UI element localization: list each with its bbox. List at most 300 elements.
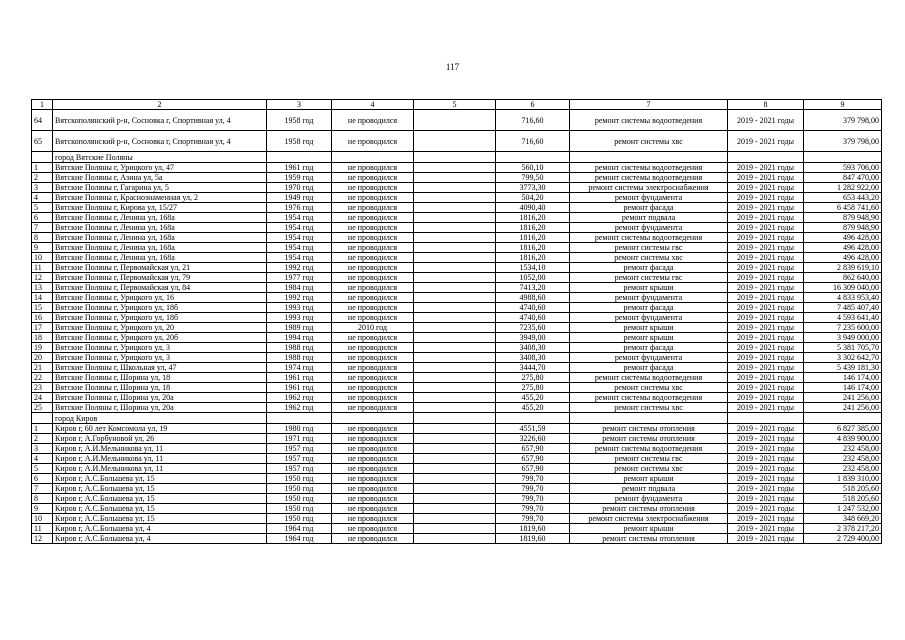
cost-cell: 379 798,00: [804, 131, 882, 152]
period-cell: 2019 - 2021 годы: [728, 213, 804, 223]
last-repair-cell: не проводился: [332, 494, 414, 504]
table-row: [32, 333, 882, 343]
table-row: [32, 293, 882, 303]
year-cell: 1950 год: [267, 484, 332, 494]
last-repair-cell: не проводился: [332, 464, 414, 474]
work-type-cell: ремонт системы отопления: [570, 434, 728, 444]
area-cell: 560,10: [496, 163, 570, 173]
cost-cell: 2 729 400,00: [804, 534, 882, 544]
empty-cell: [332, 413, 414, 424]
cost-cell: 496 428,00: [804, 233, 882, 243]
work-type-cell: ремонт фундамента: [570, 494, 728, 504]
table-row: [32, 193, 882, 203]
last-repair-cell: не проводился: [332, 383, 414, 393]
table-row: [32, 233, 882, 243]
year-cell: 1954 год: [267, 233, 332, 243]
table-row: [32, 243, 882, 253]
work-type-cell: ремонт системы гвс: [570, 454, 728, 464]
cost-cell: 593 706,00: [804, 163, 882, 173]
period-cell: 2019 - 2021 годы: [728, 183, 804, 193]
last-repair-cell: не проводился: [332, 353, 414, 363]
header-cell: 6: [496, 100, 570, 110]
year-cell: 1992 год: [267, 263, 332, 273]
section-title: город Вятские Поляны: [53, 152, 267, 163]
empty-cell: [414, 393, 496, 403]
area-cell: 799,50: [496, 173, 570, 183]
cost-cell: 16 309 040,00: [804, 283, 882, 293]
empty-cell: [414, 131, 496, 152]
year-cell: 1957 год: [267, 444, 332, 454]
address-cell: Вятские Поляны г, Шорина ул, 18: [53, 383, 267, 393]
year-cell: 1993 год: [267, 313, 332, 323]
row-number-cell: 22: [32, 373, 53, 383]
table-row: [32, 383, 882, 393]
empty-cell: [414, 333, 496, 343]
empty-cell: [332, 152, 414, 163]
empty-cell: [496, 152, 570, 163]
section-header-row: [32, 152, 882, 163]
row-number-cell: 18: [32, 333, 53, 343]
period-cell: 2019 - 2021 годы: [728, 464, 804, 474]
empty-cell: [414, 193, 496, 203]
cost-cell: 241 256,00: [804, 393, 882, 403]
table-row: [32, 131, 882, 152]
year-cell: 1974 год: [267, 363, 332, 373]
address-cell: Вятские Поляны г, Ленина ул, 168а: [53, 243, 267, 253]
last-repair-cell: не проводился: [332, 263, 414, 273]
year-cell: 1957 год: [267, 454, 332, 464]
table-row: [32, 484, 882, 494]
section-spacer-cell: [32, 152, 53, 163]
work-type-cell: ремонт крыши: [570, 474, 728, 484]
section-title: город Киров: [53, 413, 267, 424]
area-cell: 455,20: [496, 403, 570, 413]
year-cell: 1962 год: [267, 393, 332, 403]
empty-cell: [728, 152, 804, 163]
cost-cell: 496 428,00: [804, 243, 882, 253]
row-number-cell: 4: [32, 454, 53, 464]
table-row: [32, 464, 882, 474]
cost-cell: 496 428,00: [804, 253, 882, 263]
empty-cell: [414, 434, 496, 444]
row-number-cell: 65: [32, 131, 53, 152]
area-cell: 4740,60: [496, 303, 570, 313]
empty-cell: [414, 474, 496, 484]
address-cell: Киров г, 60 лет Комсомола ул, 19: [53, 424, 267, 434]
cost-cell: 2 839 619,10: [804, 263, 882, 273]
last-repair-cell: не проводился: [332, 434, 414, 444]
cost-cell: 653 443,20: [804, 193, 882, 203]
empty-cell: [414, 253, 496, 263]
year-cell: 1949 год: [267, 193, 332, 203]
row-number-cell: 9: [32, 504, 53, 514]
last-repair-cell: 2010 год: [332, 323, 414, 333]
repair-register-table: [31, 99, 882, 544]
last-repair-cell: не проводился: [332, 303, 414, 313]
area-cell: 1816,20: [496, 223, 570, 233]
work-type-cell: ремонт фундамента: [570, 223, 728, 233]
cost-cell: 518 205,60: [804, 484, 882, 494]
work-type-cell: ремонт системы водоотведения: [570, 393, 728, 403]
period-cell: 2019 - 2021 годы: [728, 454, 804, 464]
empty-cell: [414, 263, 496, 273]
empty-cell: [414, 243, 496, 253]
period-cell: 2019 - 2021 годы: [728, 373, 804, 383]
table-row: [32, 393, 882, 403]
empty-cell: [414, 273, 496, 283]
work-type-cell: ремонт системы гвс: [570, 273, 728, 283]
table-row: [32, 173, 882, 183]
area-cell: 275,80: [496, 383, 570, 393]
empty-cell: [570, 413, 728, 424]
cost-cell: 146 174,00: [804, 373, 882, 383]
address-cell: Вятские Поляны г, Урицкого ул, 3: [53, 343, 267, 353]
cost-cell: 5 439 181,30: [804, 363, 882, 373]
table-row: [32, 213, 882, 223]
work-type-cell: ремонт крыши: [570, 524, 728, 534]
year-cell: 1970 год: [267, 183, 332, 193]
empty-cell: [414, 152, 496, 163]
column-number-header: [32, 100, 882, 110]
work-type-cell: ремонт фундамента: [570, 293, 728, 303]
cost-cell: 3 949 000,00: [804, 333, 882, 343]
table-row: [32, 273, 882, 283]
address-cell: Вятскополянский р-н, Сосновка г, Спортивная ул, 4: [53, 110, 267, 131]
last-repair-cell: не проводился: [332, 363, 414, 373]
empty-cell: [414, 343, 496, 353]
header-cell: 7: [570, 100, 728, 110]
table-row: [32, 454, 882, 464]
row-number-cell: 25: [32, 403, 53, 413]
period-cell: 2019 - 2021 годы: [728, 424, 804, 434]
table-row: [32, 163, 882, 173]
empty-cell: [414, 293, 496, 303]
table-row: [32, 363, 882, 373]
period-cell: 2019 - 2021 годы: [728, 444, 804, 454]
cost-cell: 2 378 217,20: [804, 524, 882, 534]
period-cell: 2019 - 2021 годы: [728, 403, 804, 413]
period-cell: 2019 - 2021 годы: [728, 263, 804, 273]
cost-cell: 4 839 900,00: [804, 434, 882, 444]
header-cell: 5: [414, 100, 496, 110]
empty-cell: [414, 313, 496, 323]
last-repair-cell: не проводился: [332, 243, 414, 253]
table-row: [32, 474, 882, 484]
address-cell: Вятские Поляны г, Урицкого ул, 47: [53, 163, 267, 173]
address-cell: Вятские Поляны г, Шорина ул, 18: [53, 373, 267, 383]
empty-cell: [414, 383, 496, 393]
address-cell: Киров г, А.И.Мельникова ул, 11: [53, 444, 267, 454]
period-cell: 2019 - 2021 годы: [728, 333, 804, 343]
cost-cell: 5 381 705,70: [804, 343, 882, 353]
work-type-cell: ремонт подвала: [570, 484, 728, 494]
address-cell: Киров г, А.С.Большева ул, 15: [53, 494, 267, 504]
period-cell: 2019 - 2021 годы: [728, 163, 804, 173]
empty-cell: [414, 454, 496, 464]
area-cell: 657,90: [496, 464, 570, 474]
empty-cell: [414, 464, 496, 474]
address-cell: Вятские Поляны г, Первомайская ул, 79: [53, 273, 267, 283]
year-cell: 1976 год: [267, 203, 332, 213]
period-cell: 2019 - 2021 годы: [728, 253, 804, 263]
last-repair-cell: не проводился: [332, 504, 414, 514]
empty-cell: [414, 494, 496, 504]
cost-cell: 348 669,20: [804, 514, 882, 524]
last-repair-cell: не проводился: [332, 514, 414, 524]
table-row: [32, 183, 882, 193]
table-row: [32, 323, 882, 333]
last-repair-cell: не проводился: [332, 484, 414, 494]
last-repair-cell: не проводился: [332, 273, 414, 283]
period-cell: 2019 - 2021 годы: [728, 363, 804, 373]
row-number-cell: 11: [32, 263, 53, 273]
cost-cell: 6 458 741,60: [804, 203, 882, 213]
address-cell: Вятские Поляны г, Ленина ул, 168а: [53, 213, 267, 223]
address-cell: Вятские Поляны г, Шорина ул, 20а: [53, 393, 267, 403]
cost-cell: 232 458,00: [804, 444, 882, 454]
cost-cell: 232 458,00: [804, 454, 882, 464]
row-number-cell: 11: [32, 524, 53, 534]
table-row: [32, 353, 882, 363]
table-row: [32, 203, 882, 213]
last-repair-cell: не проводился: [332, 203, 414, 213]
area-cell: 7235,60: [496, 323, 570, 333]
header-cell: 1: [32, 100, 53, 110]
work-type-cell: ремонт системы хвс: [570, 253, 728, 263]
table-row: [32, 403, 882, 413]
row-number-cell: 5: [32, 203, 53, 213]
table-row: [32, 504, 882, 514]
work-type-cell: ремонт фасада: [570, 263, 728, 273]
row-number-cell: 1: [32, 424, 53, 434]
address-cell: Вятские Поляны г, Ленина ул, 168а: [53, 223, 267, 233]
row-number-cell: 2: [32, 434, 53, 444]
cost-cell: 241 256,00: [804, 403, 882, 413]
period-cell: 2019 - 2021 годы: [728, 243, 804, 253]
period-cell: 2019 - 2021 годы: [728, 343, 804, 353]
last-repair-cell: не проводился: [332, 293, 414, 303]
year-cell: 1994 год: [267, 333, 332, 343]
period-cell: 2019 - 2021 годы: [728, 534, 804, 544]
area-cell: 3226,60: [496, 434, 570, 444]
year-cell: 1980 год: [267, 424, 332, 434]
row-number-cell: 6: [32, 474, 53, 484]
empty-cell: [414, 373, 496, 383]
last-repair-cell: не проводился: [332, 163, 414, 173]
empty-cell: [414, 283, 496, 293]
area-cell: 4988,60: [496, 293, 570, 303]
year-cell: 1992 год: [267, 293, 332, 303]
period-cell: 2019 - 2021 годы: [728, 303, 804, 313]
address-cell: Вятские Поляны г, Урицкого ул, 3: [53, 353, 267, 363]
area-cell: 7413,20: [496, 283, 570, 293]
work-type-cell: ремонт фундамента: [570, 353, 728, 363]
address-cell: Киров г, А.С.Большева ул, 4: [53, 524, 267, 534]
last-repair-cell: не проводился: [332, 193, 414, 203]
last-repair-cell: не проводился: [332, 393, 414, 403]
area-cell: 504,20: [496, 193, 570, 203]
row-number-cell: 14: [32, 293, 53, 303]
area-cell: 799,70: [496, 474, 570, 484]
period-cell: 2019 - 2021 годы: [728, 233, 804, 243]
period-cell: 2019 - 2021 годы: [728, 223, 804, 233]
last-repair-cell: не проводился: [332, 223, 414, 233]
empty-cell: [414, 504, 496, 514]
year-cell: 1954 год: [267, 223, 332, 233]
table-row: [32, 253, 882, 263]
year-cell: 1964 год: [267, 534, 332, 544]
area-cell: 1816,20: [496, 243, 570, 253]
table-row: [32, 514, 882, 524]
area-cell: 275,80: [496, 373, 570, 383]
work-type-cell: ремонт фасада: [570, 203, 728, 213]
area-cell: 716,60: [496, 131, 570, 152]
cost-cell: 146 174,00: [804, 383, 882, 393]
work-type-cell: ремонт крыши: [570, 333, 728, 343]
cost-cell: 379 798,00: [804, 110, 882, 131]
header-cell: 3: [267, 100, 332, 110]
empty-cell: [414, 534, 496, 544]
area-cell: 657,90: [496, 454, 570, 464]
row-number-cell: 19: [32, 343, 53, 353]
period-cell: 2019 - 2021 годы: [728, 203, 804, 213]
empty-cell: [414, 353, 496, 363]
work-type-cell: ремонт фасада: [570, 363, 728, 373]
year-cell: 1962 год: [267, 403, 332, 413]
work-type-cell: ремонт системы водоотведения: [570, 173, 728, 183]
year-cell: 1950 год: [267, 514, 332, 524]
empty-cell: [414, 163, 496, 173]
row-number-cell: 13: [32, 283, 53, 293]
row-number-cell: 8: [32, 233, 53, 243]
address-cell: Вятские Поляны г, Урицкого ул, 16: [53, 293, 267, 303]
area-cell: 799,70: [496, 484, 570, 494]
address-cell: Вятские Поляны г, Урицкого ул, 20: [53, 323, 267, 333]
year-cell: 1989 год: [267, 323, 332, 333]
area-cell: 3408,30: [496, 353, 570, 363]
cost-cell: 4 593 641,40: [804, 313, 882, 323]
empty-cell: [414, 363, 496, 373]
last-repair-cell: не проводился: [332, 343, 414, 353]
work-type-cell: ремонт системы отопления: [570, 424, 728, 434]
last-repair-cell: не проводился: [332, 131, 414, 152]
area-cell: 1819,60: [496, 524, 570, 534]
section-header-row: [32, 413, 882, 424]
cost-cell: 1 282 922,00: [804, 183, 882, 193]
row-number-cell: 9: [32, 243, 53, 253]
address-cell: Вятские Поляны г, Урицкого ул, 18б: [53, 313, 267, 323]
last-repair-cell: не проводился: [332, 233, 414, 243]
address-cell: Киров г, А.С.Большева ул, 15: [53, 504, 267, 514]
address-cell: Киров г, А.И.Мельникова ул, 11: [53, 464, 267, 474]
year-cell: 1958 год: [267, 110, 332, 131]
cost-cell: 1 839 310,00: [804, 474, 882, 484]
row-number-cell: 2: [32, 173, 53, 183]
row-number-cell: 4: [32, 193, 53, 203]
row-number-cell: 12: [32, 534, 53, 544]
last-repair-cell: не проводился: [332, 313, 414, 323]
last-repair-cell: не проводился: [332, 403, 414, 413]
empty-cell: [414, 233, 496, 243]
area-cell: 1534,10: [496, 263, 570, 273]
row-number-cell: 3: [32, 183, 53, 193]
work-type-cell: ремонт системы хвс: [570, 464, 728, 474]
period-cell: 2019 - 2021 годы: [728, 484, 804, 494]
header-cell: 9: [804, 100, 882, 110]
row-number-cell: 15: [32, 303, 53, 313]
year-cell: 1984 год: [267, 283, 332, 293]
work-type-cell: ремонт крыши: [570, 323, 728, 333]
address-cell: Вятскополянский р-н, Сосновка г, Спортивная ул, 4: [53, 131, 267, 152]
empty-cell: [414, 444, 496, 454]
year-cell: 1961 год: [267, 383, 332, 393]
last-repair-cell: не проводился: [332, 444, 414, 454]
cost-cell: 518 205,60: [804, 494, 882, 504]
period-cell: 2019 - 2021 годы: [728, 524, 804, 534]
last-repair-cell: не проводился: [332, 213, 414, 223]
cost-cell: 3 302 642,70: [804, 353, 882, 363]
address-cell: Вятские Поляны г, Кирова ул, 15/27: [53, 203, 267, 213]
row-number-cell: 23: [32, 383, 53, 393]
area-cell: 4090,40: [496, 203, 570, 213]
cost-cell: 879 948,90: [804, 213, 882, 223]
work-type-cell: ремонт фасада: [570, 343, 728, 353]
row-number-cell: 24: [32, 393, 53, 403]
address-cell: Вятские Поляны г, Первомайская ул, 84: [53, 283, 267, 293]
year-cell: 1961 год: [267, 163, 332, 173]
address-cell: Вятские Поляны г, Краснознаменная ул, 2: [53, 193, 267, 203]
cost-cell: 879 948,90: [804, 223, 882, 233]
year-cell: 1993 год: [267, 303, 332, 313]
row-number-cell: 7: [32, 223, 53, 233]
table-row: [32, 424, 882, 434]
address-cell: Киров г, А.С.Большева ул, 4: [53, 534, 267, 544]
row-number-cell: 10: [32, 514, 53, 524]
cost-cell: 4 833 953,40: [804, 293, 882, 303]
table-row: [32, 494, 882, 504]
year-cell: 1977 год: [267, 273, 332, 283]
row-number-cell: 1: [32, 163, 53, 173]
address-cell: Вятские Поляны г, Азина ул, 5а: [53, 173, 267, 183]
period-cell: 2019 - 2021 годы: [728, 313, 804, 323]
year-cell: 1950 год: [267, 474, 332, 484]
period-cell: 2019 - 2021 годы: [728, 353, 804, 363]
table-row: [32, 524, 882, 534]
work-type-cell: ремонт системы водоотведения: [570, 163, 728, 173]
period-cell: 2019 - 2021 годы: [728, 323, 804, 333]
row-number-cell: 5: [32, 464, 53, 474]
address-cell: Вятские Поляны г, Урицкого ул, 18б: [53, 303, 267, 313]
address-cell: Вятские Поляны г, Урицкого ул, 20б: [53, 333, 267, 343]
header-cell: 4: [332, 100, 414, 110]
work-type-cell: ремонт системы электроснабжения: [570, 514, 728, 524]
last-repair-cell: не проводился: [332, 373, 414, 383]
empty-cell: [414, 484, 496, 494]
work-type-cell: ремонт системы гвс: [570, 243, 728, 253]
year-cell: 1988 год: [267, 353, 332, 363]
work-type-cell: ремонт системы водоотведения: [570, 444, 728, 454]
table-row: [32, 373, 882, 383]
area-cell: 1819,60: [496, 534, 570, 544]
address-cell: Киров г, А.С.Большева ул, 15: [53, 474, 267, 484]
address-cell: Вятские Поляны г, Первомайская ул, 21: [53, 263, 267, 273]
address-cell: Вятские Поляны г, Гагарина ул, 5: [53, 183, 267, 193]
area-cell: 3773,30: [496, 183, 570, 193]
area-cell: 3444,70: [496, 363, 570, 373]
last-repair-cell: не проводился: [332, 454, 414, 464]
year-cell: 1959 год: [267, 173, 332, 183]
table-row: [32, 303, 882, 313]
